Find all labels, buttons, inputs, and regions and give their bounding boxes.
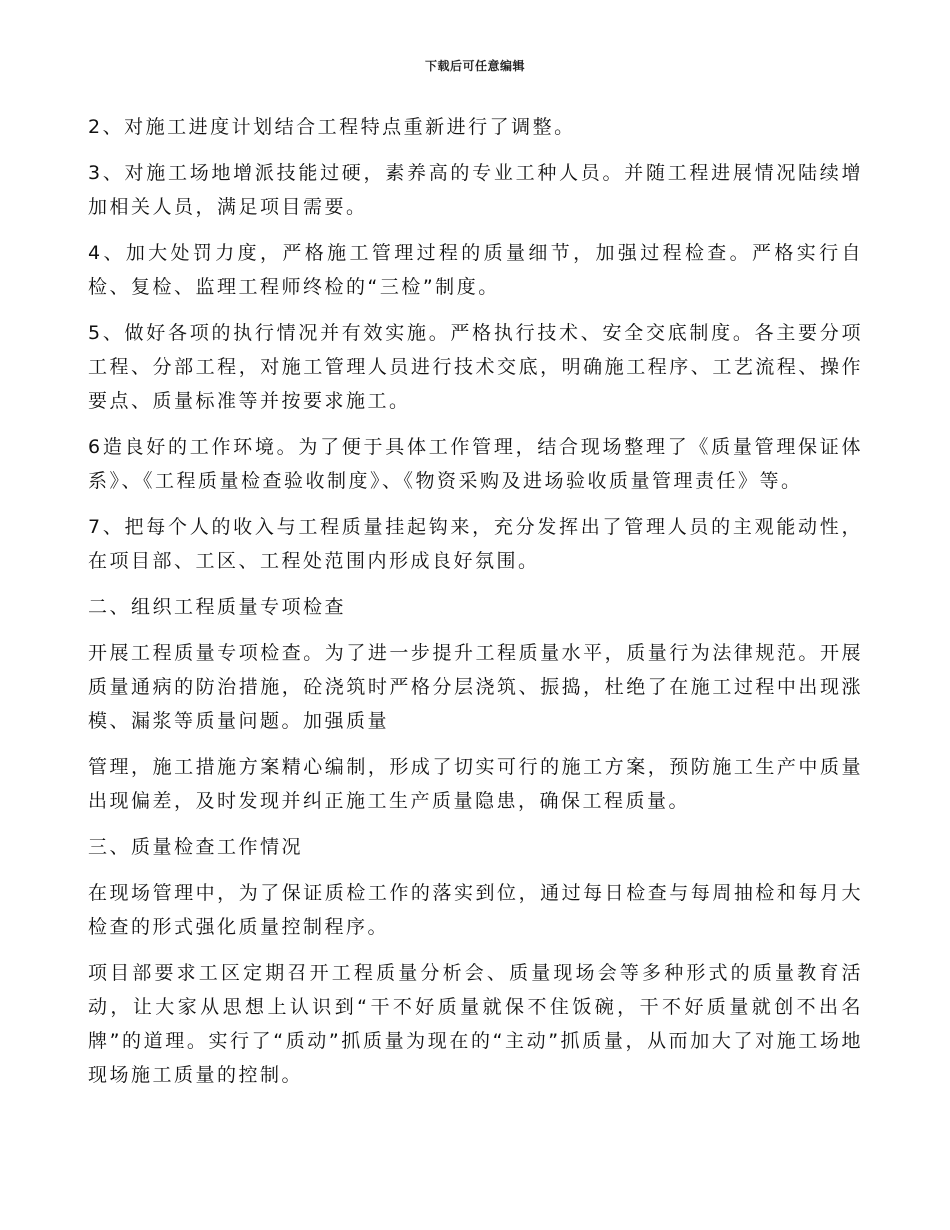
paragraph-item-3: 3、对施工场地增派技能过硬，素养高的专业工种人员。并随工程进展情况陆续增加相关人员，满足项目需要。 bbox=[88, 162, 863, 218]
document-body bbox=[88, 110, 863, 1104]
paragraph-item-7: 7、把每个人的收入与工程质量挂起钩来，充分发挥出了管理人员的主观能动性，在项目部、工区、工程处范围内形成良好氛围。 bbox=[88, 516, 863, 572]
paragraph-quality-education: 项目部要求工区定期召开工程质量分析会、质量现场会等多种形式的质量教育活动，让大家从思想上认识到“干不好质量就保不住饭碗，干不好质量就创不出名牌”的道理。实行了“质动”抓质量为现在的“主动”抓质量，从而加大了对施工场地现场施工质量的控制。 bbox=[88, 962, 863, 1086]
paragraph-special-inspection: 开展工程质量专项检查。为了进一步提升工程质量水平，质量行为法律规范。开展质量通病的防治措施，砼浇筑时严格分层浇筑、振捣，杜绝了在施工过程中出现涨模、漏浆等质量问题。加强质量 bbox=[88, 642, 863, 732]
paragraph-item-2: 2、对施工进度计划结合工程特点重新进行了调整。 bbox=[88, 116, 576, 138]
section-heading-3: 三、质量检查工作情况 bbox=[88, 836, 304, 858]
paragraph-item-6: 6造良好的工作环境。为了便于具体工作管理，结合现场整理了《质量管理保证体系》、《工程质量检查验收制度》、《物资采购及进场验收质量管理责任》等。 bbox=[88, 436, 863, 492]
paragraph-item-4: 4、加大处罚力度，严格施工管理过程的质量细节，加强过程检查。严格实行自检、复检、监理工程师终检的“三检”制度。 bbox=[88, 242, 863, 298]
paragraph-site-management: 在现场管理中，为了保证质检工作的落实到位，通过每日检查与每周抽检和每月大检查的形式强化质量控制程序。 bbox=[88, 882, 863, 938]
paragraph-management: 管理，施工措施方案精心编制，形成了切实可行的施工方案，预防施工生产中质量出现偏差，及时发现并纠正施工生产质量隐患，确保工程质量。 bbox=[88, 756, 863, 812]
section-heading-2: 二、组织工程质量专项检查 bbox=[88, 596, 347, 618]
paragraph-item-5: 5、做好各项的执行情况并有效实施。严格执行技术、安全交底制度。各主要分项工程、分部工程，对施工管理人员进行技术交底，明确施工程序、工艺流程、操作要点、质量标准等并按要求施工。 bbox=[88, 322, 863, 412]
page-header: 下载后可任意编辑 bbox=[424, 59, 525, 73]
